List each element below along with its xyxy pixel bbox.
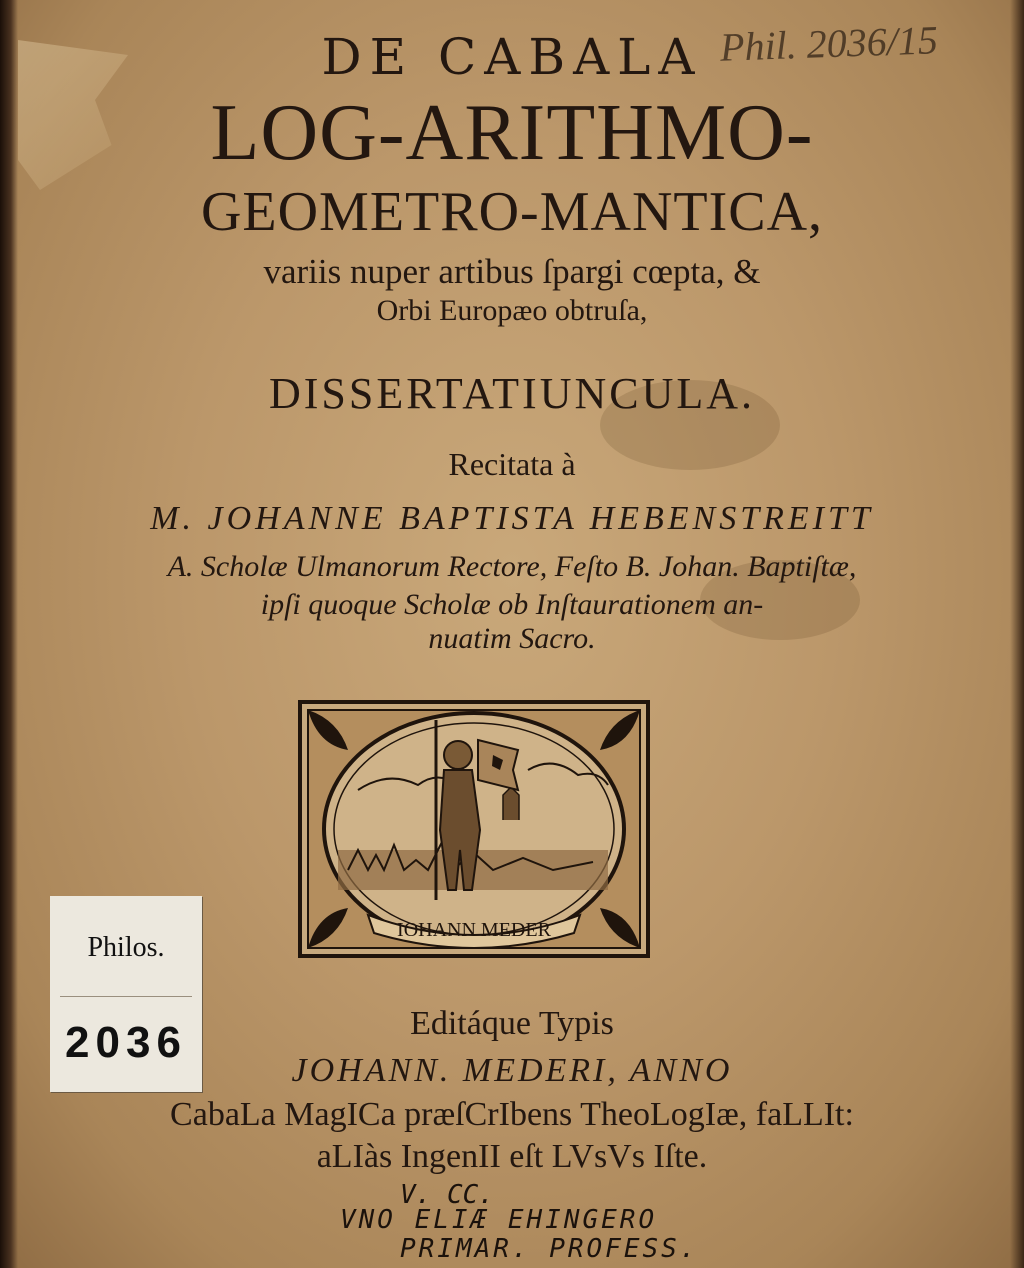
author-name: M. JOHANNE BAPTISTA HEBENSTREITT: [150, 500, 874, 537]
library-label-number: 2036: [65, 1018, 187, 1067]
handwritten-shelfmark: Phil. 2036/15: [719, 17, 939, 70]
title-line-1: DE CABALA: [321, 28, 703, 86]
library-label-text: Philos.: [87, 932, 165, 963]
subtitle-line-2: Orbi Europæo obtruſa,: [376, 294, 648, 327]
imprint-line-2: JOHANN. MEDERI, ANNO: [291, 1052, 733, 1089]
printer-mark-banner: IOHANN MEDER: [397, 919, 551, 941]
chronogram-line-2: aLIàs IngenII eſt LVsVs Iſte.: [316, 1138, 708, 1175]
author-role-line-3: nuatim Sacro.: [428, 622, 596, 655]
author-role-line-1: A. Scholæ Ulmanorum Rectore, Feſto B. Johan. Baptiſtæ,: [167, 550, 857, 583]
handwritten-dedication-1: V. CC.: [400, 1180, 494, 1210]
subtitle-line-1: variis nuper artibus ſpargi cœpta, &: [263, 252, 761, 291]
title-line-2: LOG-ARITHMO-: [210, 89, 814, 177]
printer-mark-woodcut: [298, 700, 650, 958]
author-role-line-2: ipſi quoque Scholæ ob Inſtaurationem an-: [260, 588, 764, 621]
dissertation-heading: DISSERTATIUNCULA.: [268, 369, 756, 418]
title-line-3: GEOMETRO-MANTICA,: [200, 181, 824, 243]
recitata-line: Recitata à: [448, 446, 576, 482]
handwritten-dedication-2: VNO ELIÆ EHINGERO: [340, 1205, 658, 1235]
library-shelf-label: [50, 896, 202, 1092]
label-divider: [60, 996, 192, 997]
chronogram-line-1: CabaLa MagICa præſCrIbens TheoLogIæ, faLLIt:: [170, 1096, 854, 1133]
imprint-line-1: Editáque Typis: [410, 1005, 614, 1042]
handwritten-dedication-3: PRIMAR. PROFESS.: [400, 1234, 699, 1264]
